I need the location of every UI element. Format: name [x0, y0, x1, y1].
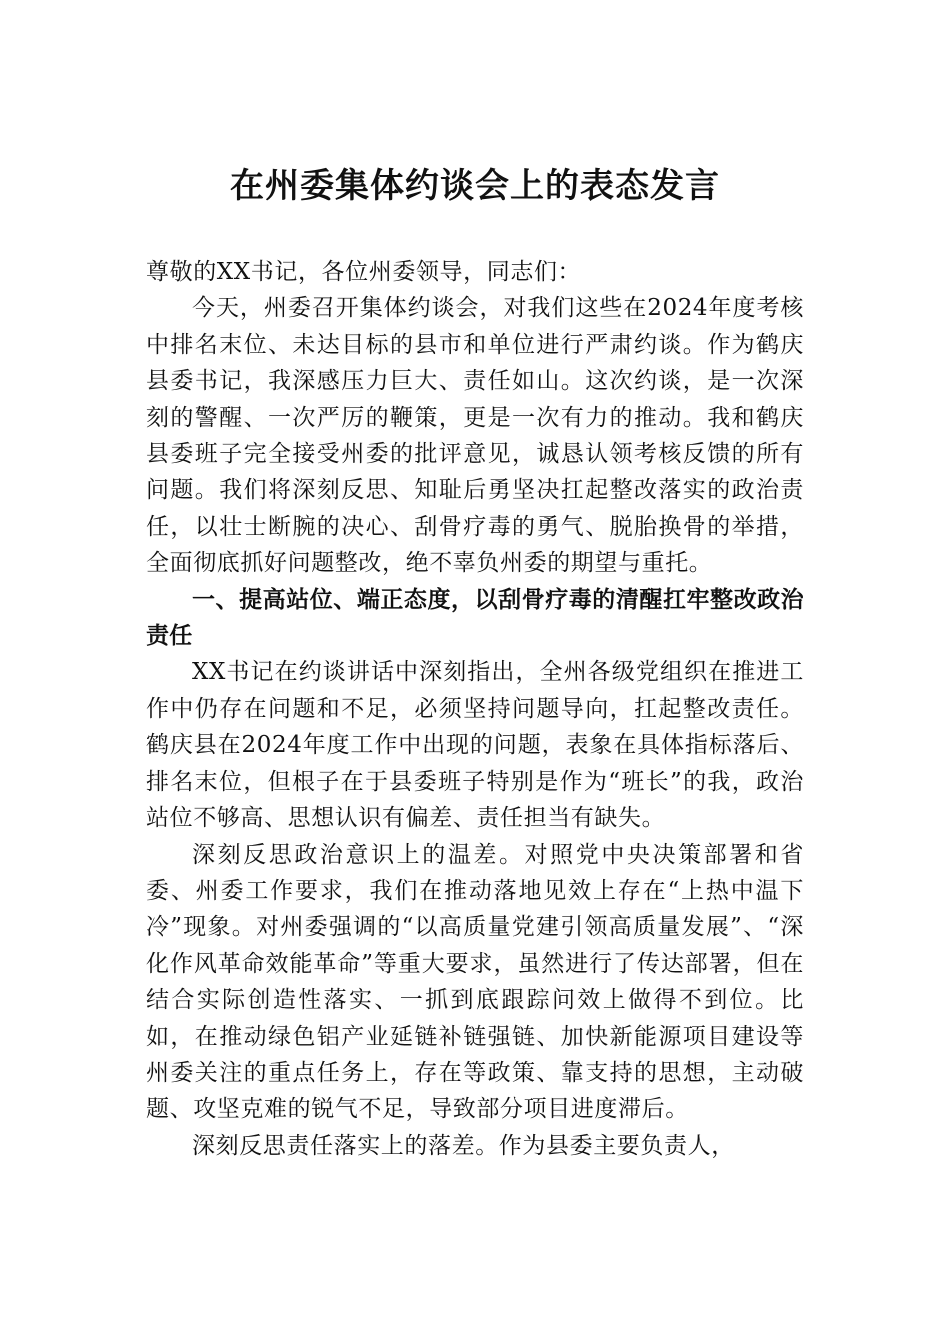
section-paragraph-2: 深刻反思政治意识上的温差。对照党中央决策部署和省委、州委工作要求，我们在推动落地见效上存在“上热中温下冷”现象。对州委强调的“以高质量党建引领高质量发展”、“深化作风革命效能革命”等重大要求，虽然进行了传达部署，但在结合实际创造性落实、一抓到底跟踪问效上做得不到位。比如，在推动绿色铝产业延链补链强链、加快新能源项目建设等州委关注的重点任务上，存在等政策、靠支持的思想，主动破题、攻坚克难的锐气不足，导致部分项目进度滞后。 — [146, 841, 804, 1123]
salutation: 尊敬的XX书记，各位州委领导，同志们： — [146, 259, 582, 285]
intro-paragraph: 今天，州委召开集体约谈会，对我们这些在2024年度考核中排名末位、未达目标的县市和单位进行严肃约谈。作为鹤庆县委书记，我深感压力巨大、责任如山。这次约谈，是一次深刻的警醒、一次严厉的鞭策，更是一次有力的推动。我和鹤庆县委班子完全接受州委的批评意见，诚恳认领考核反馈的所有问题。我们将深刻反思、知耻后勇坚决扛起整改落实的政治责任，以壮士断腕的决心、刮骨疗毒的勇气、脱胎换骨的举措，全面彻底抓好问题整改，绝不辜负州委的期望与重托。 — [146, 295, 804, 577]
section-paragraph-3: 深刻反思责任落实上的落差。作为县委主要负责人， — [192, 1132, 735, 1159]
section-paragraph-1: XX书记在约谈讲话中深刻指出，全州各级党组织在推进工作中仍存在问题和不足，必须坚持问题导向，扛起整改责任。鹤庆县在2024年度工作中出现的问题，表象在具体指标落后、排名末位，但根子在于县委班子特别是作为“班长”的我，政治站位不够高、思想认识有偏差、责任担当有缺失。 — [146, 659, 804, 832]
document-title: 在州委集体约谈会上的表态发言 — [230, 166, 720, 206]
section-heading: 一、提高站位、端正态度，以刮骨疗毒的清醒扛牢整改政治责任 — [146, 586, 804, 650]
document-body — [146, 254, 804, 1164]
